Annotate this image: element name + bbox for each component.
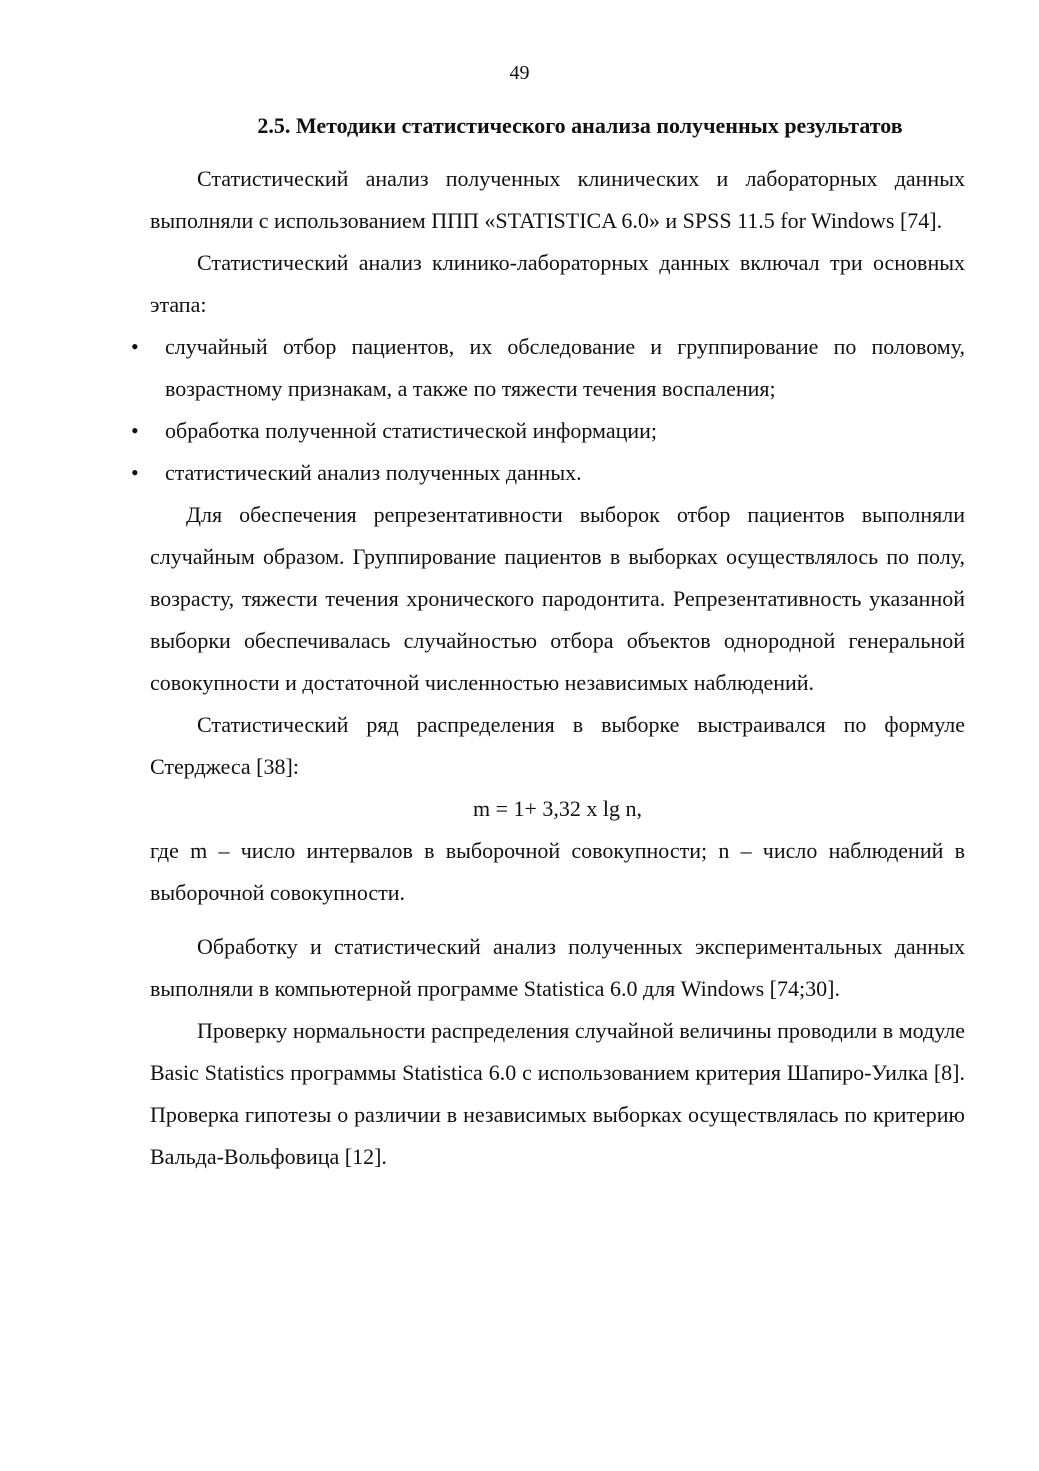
paragraph-representativeness: Для обеспечения репрезентативности выборок отбор пациентов выполняли случайным образом. Группирование пациентов в выборках осуществлялось по полу, возрасту, тяжести течения хронического пародонтита. Репрезентативность указанной выборки обеспечивалась случайностью отбора объектов однородной генеральной совокупности и достаточной численностью независимых наблюдений. xyxy=(150,502,965,695)
paragraph-stages: Статистический анализ клинико-лабораторных данных включал три основных этапа: xyxy=(150,250,965,317)
paragraph-sturges: Статистический ряд распределения в выборке выстраивался по формуле Стерджеса [38]: xyxy=(150,712,965,779)
bullet-icon: • xyxy=(131,460,139,485)
list-item xyxy=(131,326,965,410)
page-number: 49 xyxy=(509,62,530,84)
paragraph-formula-legend: где m – число интервалов в выборочной совокупности; n – число наблюдений в выборочной совокупности. xyxy=(150,838,965,905)
section-heading: 2.5. Методики статистического анализа полученных результатов xyxy=(257,113,903,138)
list-item-text: обработка полученной статистической информации; xyxy=(165,418,658,443)
list-item xyxy=(131,452,965,494)
bullet-icon: • xyxy=(131,418,139,443)
paragraph-processing: Обработку и статистический анализ полученных экспериментальных данных выполняли в компьютерной программе Statistica 6.0 для Windows [74;30]. xyxy=(150,934,965,1001)
stages-list xyxy=(131,326,965,494)
bullet-icon: • xyxy=(131,334,139,359)
list-item-text: статистический анализ полученных данных. xyxy=(165,460,582,485)
paragraph-normality: Проверку нормальности распределения случайной величины проводили в модуле Basic Statistics программы Statistica 6.0 с использованием критерия Шапиро-Уилка [8]. Проверка гипотезы о различии в независимых выборках осуществлялась по критерию Вальда-Вольфовица [12]. xyxy=(150,1018,965,1169)
paragraph-intro: Статистический анализ полученных клинических и лабораторных данных выполняли с использованием ППП «STATISTICA 6.0» и SPSS 11.5 for Windows [74]. xyxy=(150,166,965,233)
formula: m = 1+ 3,32 x lg n, xyxy=(472,796,643,821)
list-item xyxy=(131,410,965,452)
list-item-text: случайный отбор пациентов, их обследование и группирование по половому, возрастному признакам, а также по тяжести течения воспаления; xyxy=(165,334,965,401)
spacer xyxy=(150,914,965,926)
body-text xyxy=(131,158,965,1178)
